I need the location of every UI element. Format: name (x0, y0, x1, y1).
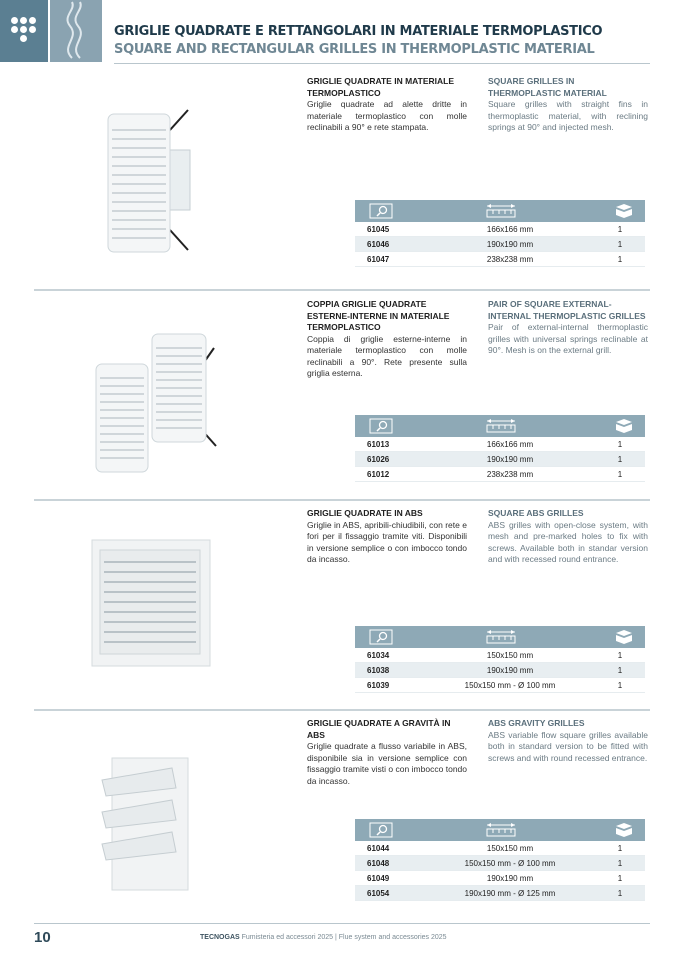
box-icon (613, 203, 635, 219)
product-table (355, 819, 645, 901)
ruler-icon (485, 629, 517, 645)
table-header (355, 415, 645, 437)
product-table (355, 200, 645, 267)
table-row: 61054 190x190 mm - Ø 125 mm 1 (355, 886, 645, 901)
search-icon (369, 629, 393, 645)
footer-caption (200, 934, 447, 941)
footer-divider (34, 923, 650, 924)
ruler-icon (485, 418, 517, 434)
table-row: 61046 190x190 mm 1 (355, 237, 645, 252)
product-description-it: GRIGLIE QUADRATE IN ABS Griglie in ABS, apribili-chiudibili, con rete e fori per il fissaggio tramite viti. Disponibili in versione semplice o con imbocco tondo da incasso. (307, 508, 467, 564)
table-row: 61039 150x150 mm - Ø 100 mm 1 (355, 678, 645, 693)
product-description-en: ABS GRAVITY GRILLES ABS variable flow square grilles available both in standard version to be fitted with screws and with round recessed entrance. (488, 718, 648, 763)
table-row: 61034 150x150 mm 1 (355, 648, 645, 663)
product-description-it: COPPIA GRIGLIE QUADRATE ESTERNE-INTERNE IN MATERIALE TERMOPLASTICO Coppia di griglie esterne-interne in materiale termoplastico con molle reclinabili a 90°. Rete presente sulla griglia esterna. (307, 299, 467, 378)
product-table (355, 626, 645, 693)
product-description-en: SQUARE ABS GRILLES ABS grilles with open-close system, with mesh and pre-marked holes to fix with screws. Available both in standar version and with recessed round entrance. (488, 508, 648, 564)
product-image-square-grille (100, 100, 210, 260)
section-divider (34, 289, 650, 291)
box-icon (613, 418, 635, 434)
product-image-abs-grille (90, 538, 212, 668)
footer-brand: TECNOGAS (200, 934, 240, 941)
product-description-en: PAIR OF SQUARE EXTERNAL-INTERNAL THERMOPLASTIC GRILLES Pair of external-internal thermoplastic grilles with universal springs reclinable at 90°. Mesh is on the external grill. (488, 299, 648, 355)
footer-text: Fumisteria ed accessori 2025 | Flue system and accessories 2025 (241, 934, 447, 941)
table-header (355, 626, 645, 648)
product-image-grille-pair (92, 328, 222, 478)
search-icon (369, 418, 393, 434)
table-header (355, 200, 645, 222)
box-icon (613, 822, 635, 838)
table-row: 61038 190x190 mm 1 (355, 663, 645, 678)
search-icon (369, 203, 393, 219)
section-divider (34, 499, 650, 501)
page-number: 10 (34, 929, 51, 946)
product-image-gravity-grille (96, 754, 192, 894)
page-header (0, 0, 678, 62)
table-row: 61045 166x166 mm 1 (355, 222, 645, 237)
product-description-it: GRIGLIE QUADRATE A GRAVITÀ IN ABS Griglie quadrate a flusso variabile in ABS, disponibile sia in versione semplice con fissaggio tramite visti o con imbocco tondo da incasso. (307, 718, 467, 786)
table-row: 61047 238x238 mm 1 (355, 252, 645, 267)
ruler-icon (485, 822, 517, 838)
page-title-it: GRIGLIE QUADRATE E RETTANGOLARI IN MATERIALE TERMOPLASTICO (114, 24, 603, 39)
table-row: 61049 190x190 mm 1 (355, 871, 645, 886)
search-icon (369, 822, 393, 838)
section-divider (34, 709, 650, 711)
page-title-en: SQUARE AND RECTANGULAR GRILLES IN THERMOPLASTIC MATERIAL (114, 42, 595, 57)
table-row: 61013 166x166 mm 1 (355, 437, 645, 452)
table-row: 61044 150x150 mm 1 (355, 841, 645, 856)
table-row: 61048 150x150 mm - Ø 100 mm 1 (355, 856, 645, 871)
table-header (355, 819, 645, 841)
product-table (355, 415, 645, 482)
product-description-it: GRIGLIE QUADRATE IN MATERIALE TERMOPLASTICO Griglie quadrate ad alette dritte in materiale termoplastico con molle reclinabili a 90° e rete stampata. (307, 76, 467, 132)
smoke-icon (50, 0, 102, 62)
product-description-en: SQUARE GRILLES IN THERMOPLASTIC MATERIAL Square grilles with straight fins in thermoplastic material, with reclining springs at 90° and injected mesh. (488, 76, 648, 132)
table-row: 61026 190x190 mm 1 (355, 452, 645, 467)
ruler-icon (485, 203, 517, 219)
box-icon (613, 629, 635, 645)
header-divider (114, 63, 650, 64)
table-row: 61012 238x238 mm 1 (355, 467, 645, 482)
brand-logo (0, 0, 48, 62)
